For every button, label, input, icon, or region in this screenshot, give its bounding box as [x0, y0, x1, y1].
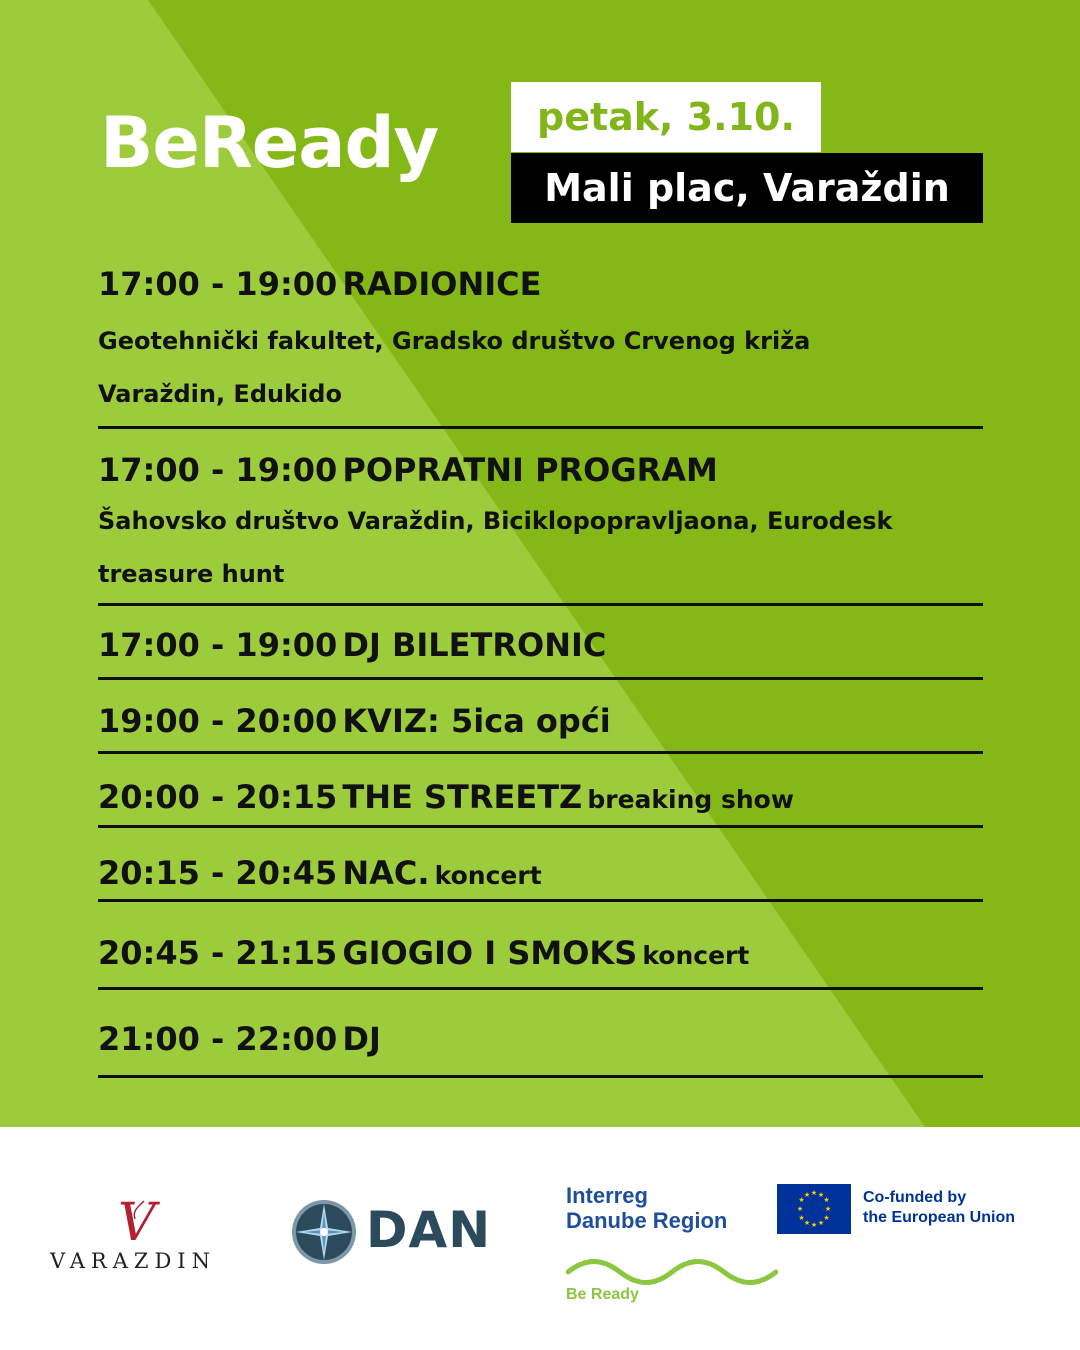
schedule-item-description: Varaždin, Edukido	[98, 380, 342, 408]
event-date-badge	[511, 82, 821, 152]
schedule-item-time: 20:15 - 20:45	[98, 854, 338, 892]
schedule-item-note: koncert	[642, 941, 750, 970]
schedule-item-heading	[98, 854, 542, 892]
varazdin-initial: V	[118, 1193, 156, 1253]
eu-cofunded: Co-funded by	[863, 1189, 967, 1206]
schedule-item	[98, 828, 983, 902]
schedule-item	[98, 902, 983, 990]
schedule-item	[98, 680, 983, 754]
svg-text:★: ★	[823, 1214, 830, 1222]
schedule-item-time: 17:00 - 19:00	[98, 265, 338, 303]
schedule-item-title: GIOGIO I SMOKS	[342, 934, 638, 972]
schedule-item-description: treasure hunt	[98, 560, 285, 588]
schedule-item-title: DJ	[342, 1020, 381, 1058]
svg-text:★: ★	[798, 1214, 805, 1222]
interreg-region: Danube Region	[566, 1208, 728, 1233]
schedule-item-heading	[98, 934, 749, 972]
schedule-item-time: 17:00 - 19:00	[98, 451, 338, 489]
event-location: Mali plac, Varaždin	[544, 166, 950, 210]
schedule-item-title: DJ BILETRONIC	[342, 626, 607, 664]
event-title: BeReady	[100, 102, 439, 184]
sponsor-logos	[0, 1127, 1080, 1350]
compass-rose-icon	[290, 1198, 358, 1266]
schedule-item-title: RADIONICE	[342, 265, 542, 303]
schedule-item-heading	[98, 702, 611, 740]
schedule-item-time: 17:00 - 19:00	[98, 626, 338, 664]
schedule-item	[98, 255, 983, 429]
project-name: Be Ready	[566, 1286, 639, 1303]
varazdin-logo	[40, 1193, 230, 1277]
schedule-item-heading	[98, 451, 718, 489]
dan-logo	[290, 1197, 505, 1267]
svg-text:★: ★	[810, 1221, 818, 1229]
eu-flag-icon	[777, 1184, 851, 1234]
svg-text:★: ★	[824, 1205, 832, 1213]
schedule-item-time: 19:00 - 20:00	[98, 702, 338, 740]
schedule-item-time: 21:00 - 22:00	[98, 1020, 338, 1058]
schedule-item-description: Šahovsko društvo Varaždin, Biciklopopravljaona, Eurodesk	[98, 507, 893, 535]
schedule-item-heading	[98, 626, 606, 664]
interreg-label: Interreg	[566, 1183, 648, 1208]
dan-name: DAN	[366, 1201, 492, 1259]
event-location-badge	[511, 153, 983, 223]
svg-text:★: ★	[796, 1205, 804, 1213]
svg-text:★: ★	[823, 1196, 830, 1204]
schedule-item-description: Geotehnički fakultet, Gradsko društvo Crvenog križa	[98, 327, 811, 355]
schedule-item-title: POPRATNI PROGRAM	[342, 451, 718, 489]
schedule-item	[98, 990, 983, 1078]
eu-logo	[777, 1183, 1047, 1235]
interreg-logo	[566, 1183, 781, 1308]
schedule-item-note: breaking show	[587, 785, 794, 814]
schedule-item	[98, 429, 983, 606]
schedule-item-time: 20:00 - 20:15	[98, 778, 338, 816]
schedule-item-title: THE STREETZ	[342, 778, 583, 816]
schedule-item	[98, 754, 983, 828]
eu-union: the European Union	[863, 1209, 1015, 1226]
schedule-item-title: NAC.	[342, 854, 430, 892]
event-date: petak, 3.10.	[537, 95, 795, 139]
wave-icon	[566, 1259, 778, 1285]
varazdin-name: VARAZDIN	[50, 1249, 216, 1273]
svg-text:★: ★	[817, 1191, 825, 1199]
schedule-item-time: 20:45 - 21:15	[98, 934, 338, 972]
svg-text:★: ★	[810, 1189, 818, 1197]
schedule-item-heading	[98, 265, 541, 303]
schedule-item-note: koncert	[434, 861, 542, 890]
schedule-item-heading	[98, 778, 794, 816]
svg-text:★: ★	[798, 1196, 805, 1204]
schedule-item	[98, 606, 983, 680]
svg-text:★: ★	[803, 1191, 811, 1199]
schedule-item-heading	[98, 1020, 381, 1058]
svg-text:★: ★	[817, 1219, 825, 1227]
svg-text:★: ★	[803, 1219, 811, 1227]
schedule-item-title: KVIZ: 5ica opći	[342, 702, 611, 740]
